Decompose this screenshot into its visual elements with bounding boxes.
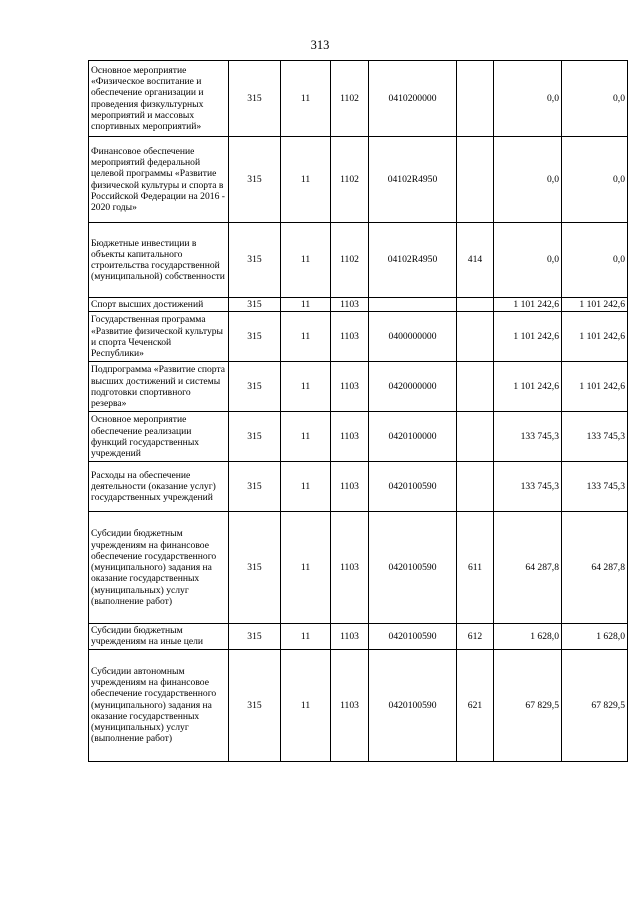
- expense-type-code: 612: [457, 624, 494, 649]
- row-name: Субсидии бюджетным учреждениям на иные цели: [89, 624, 229, 649]
- subsection-code: 1103: [331, 298, 369, 312]
- target-code: 04102R4950: [369, 137, 457, 223]
- amount-year-2: 1 628,0: [562, 624, 628, 649]
- section-code: 11: [281, 298, 331, 312]
- table-row: [89, 298, 628, 312]
- table-row: [89, 624, 628, 649]
- expense-type-code: 621: [457, 649, 494, 761]
- amount-year-1: 133 745,3: [494, 412, 562, 462]
- amount-year-1: 1 101 242,6: [494, 362, 562, 412]
- row-name: Бюджетные инвестиции в объекты капитального строительства государственной (муниципальной) собственности: [89, 223, 229, 298]
- target-code: 04102R4950: [369, 223, 457, 298]
- section-code: 11: [281, 512, 331, 624]
- subsection-code: 1103: [331, 462, 369, 512]
- section-code: 11: [281, 462, 331, 512]
- table-row: [89, 312, 628, 362]
- expense-type-code: [457, 362, 494, 412]
- section-code: 11: [281, 312, 331, 362]
- row-name: Спорт высших достижений: [89, 298, 229, 312]
- budget-table: [88, 60, 628, 762]
- amount-year-1: 64 287,8: [494, 512, 562, 624]
- table-row: [89, 649, 628, 761]
- admin-code: 315: [229, 137, 281, 223]
- amount-year-2: 67 829,5: [562, 649, 628, 761]
- target-code: 0420100000: [369, 412, 457, 462]
- admin-code: 315: [229, 298, 281, 312]
- expense-type-code: [457, 61, 494, 137]
- admin-code: 315: [229, 61, 281, 137]
- expense-type-code: [457, 298, 494, 312]
- row-name: Основное мероприятие «Физическое воспитание и обеспечение организации и проведения физкультурных мероприятий и массовых спортивных мероприятий»: [89, 61, 229, 137]
- subsection-code: 1102: [331, 137, 369, 223]
- amount-year-2: 64 287,8: [562, 512, 628, 624]
- table-row: [89, 412, 628, 462]
- table-row: [89, 223, 628, 298]
- row-name: Субсидии бюджетным учреждениям на финансовое обеспечение государственного (муниципального) задания на оказание государственных (муниципальных) услуг (выполнение работ): [89, 512, 229, 624]
- subsection-code: 1103: [331, 362, 369, 412]
- amount-year-1: 67 829,5: [494, 649, 562, 761]
- amount-year-2: 0,0: [562, 61, 628, 137]
- amount-year-2: 1 101 242,6: [562, 312, 628, 362]
- admin-code: 315: [229, 462, 281, 512]
- admin-code: 315: [229, 412, 281, 462]
- amount-year-1: 1 628,0: [494, 624, 562, 649]
- table-row: [89, 512, 628, 624]
- section-code: 11: [281, 624, 331, 649]
- section-code: 11: [281, 61, 331, 137]
- amount-year-1: 0,0: [494, 223, 562, 298]
- admin-code: 315: [229, 624, 281, 649]
- target-code: 0420100590: [369, 649, 457, 761]
- amount-year-1: 1 101 242,6: [494, 312, 562, 362]
- amount-year-1: 0,0: [494, 61, 562, 137]
- amount-year-2: 133 745,3: [562, 462, 628, 512]
- section-code: 11: [281, 223, 331, 298]
- amount-year-2: 1 101 242,6: [562, 298, 628, 312]
- amount-year-1: 1 101 242,6: [494, 298, 562, 312]
- table-row: [89, 61, 628, 137]
- amount-year-2: 133 745,3: [562, 412, 628, 462]
- amount-year-2: 0,0: [562, 137, 628, 223]
- table-row: [89, 137, 628, 223]
- row-name: Расходы на обеспечение деятельности (оказание услуг) государственных учреждений: [89, 462, 229, 512]
- expense-type-code: [457, 312, 494, 362]
- row-name: Субсидии автономным учреждениям на финансовое обеспечение государственного (муниципального) задания на оказание государственных (муниципальных) услуг (выполнение работ): [89, 649, 229, 761]
- admin-code: 315: [229, 512, 281, 624]
- expense-type-code: [457, 137, 494, 223]
- admin-code: 315: [229, 223, 281, 298]
- table-row: [89, 462, 628, 512]
- table-body: [89, 61, 628, 762]
- row-name: Финансовое обеспечение мероприятий федеральной целевой программы «Развитие физической культуры и спорта в Российской Федерации на 2016 - 2020 годы»: [89, 137, 229, 223]
- expense-type-code: [457, 462, 494, 512]
- expense-type-code: 611: [457, 512, 494, 624]
- section-code: 11: [281, 649, 331, 761]
- amount-year-2: 1 101 242,6: [562, 362, 628, 412]
- expense-type-code: 414: [457, 223, 494, 298]
- section-code: 11: [281, 412, 331, 462]
- admin-code: 315: [229, 362, 281, 412]
- expense-type-code: [457, 412, 494, 462]
- subsection-code: 1103: [331, 512, 369, 624]
- amount-year-1: 133 745,3: [494, 462, 562, 512]
- row-name: Основное мероприятие обеспечение реализации функций государственных учреждений: [89, 412, 229, 462]
- target-code: 0420100590: [369, 512, 457, 624]
- amount-year-2: 0,0: [562, 223, 628, 298]
- row-name: Государственная программа «Развитие физической культуры и спорта Чеченской Республики»: [89, 312, 229, 362]
- subsection-code: 1103: [331, 649, 369, 761]
- target-code: 0400000000: [369, 312, 457, 362]
- target-code: [369, 298, 457, 312]
- section-code: 11: [281, 362, 331, 412]
- row-name: Подпрограмма «Развитие спорта высших достижений и системы подготовки спортивного резерва»: [89, 362, 229, 412]
- target-code: 0420100590: [369, 624, 457, 649]
- subsection-code: 1102: [331, 223, 369, 298]
- admin-code: 315: [229, 649, 281, 761]
- table-row: [89, 362, 628, 412]
- subsection-code: 1103: [331, 412, 369, 462]
- target-code: 0420100590: [369, 462, 457, 512]
- target-code: 0410200000: [369, 61, 457, 137]
- amount-year-1: 0,0: [494, 137, 562, 223]
- page-number: 313: [310, 38, 330, 52]
- target-code: 0420000000: [369, 362, 457, 412]
- subsection-code: 1103: [331, 312, 369, 362]
- subsection-code: 1103: [331, 624, 369, 649]
- section-code: 11: [281, 137, 331, 223]
- admin-code: 315: [229, 312, 281, 362]
- subsection-code: 1102: [331, 61, 369, 137]
